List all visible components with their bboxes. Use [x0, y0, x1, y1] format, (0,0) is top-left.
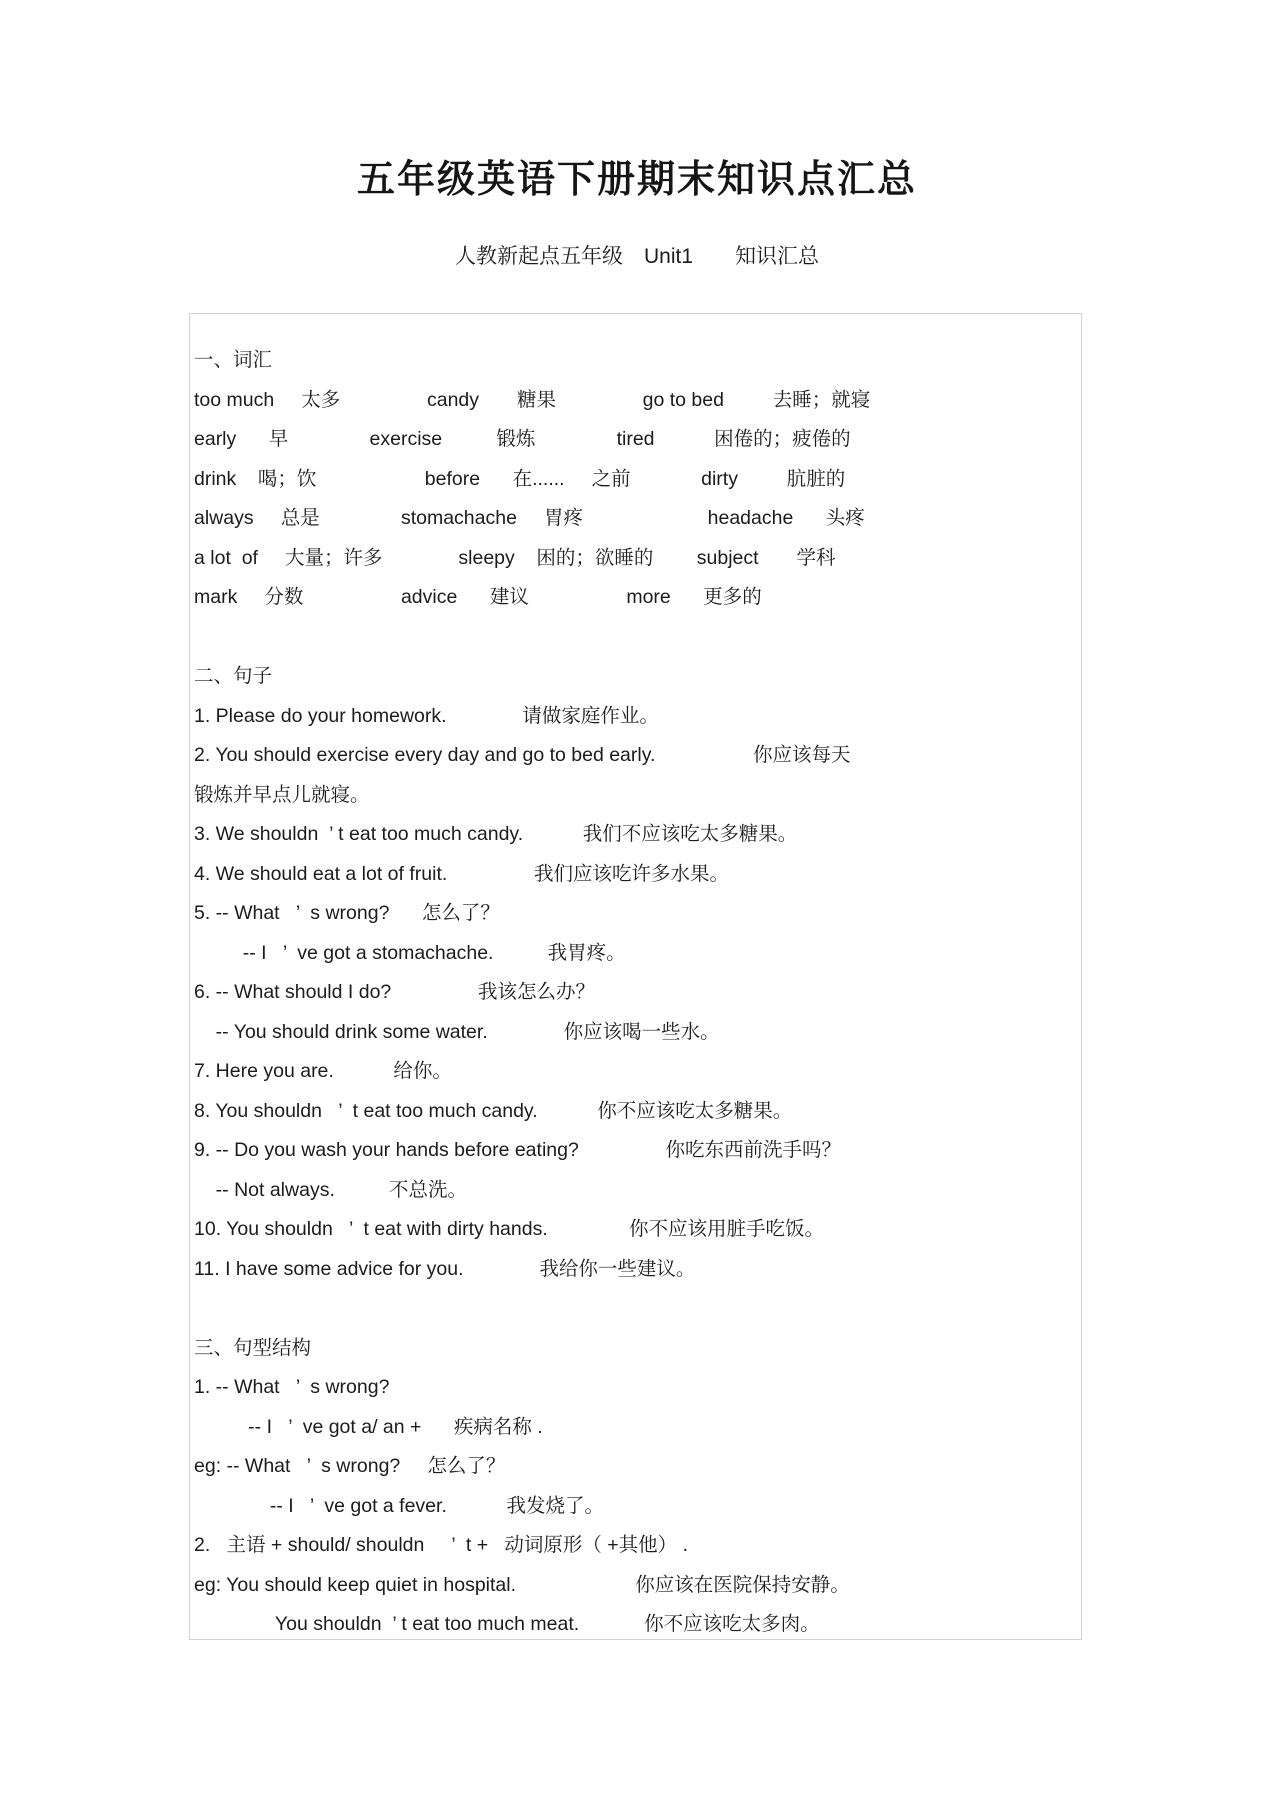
content-line: 一、词汇 [194, 349, 273, 371]
content-line: You shouldn ’ t eat too much meat. 你不应该吃太多肉。 [194, 1613, 820, 1635]
content-line: 三、句型结构 [194, 1336, 312, 1359]
content-line: 9. -- Do you wash your hands before eating? 你吃东西前洗手吗？ [194, 1139, 841, 1161]
content-line: always 总是 stomachache 胃疼 headache 头疼 [194, 507, 865, 529]
content-line: 5. -- What ’ s wrong? 怎么了？ [194, 902, 500, 924]
content-line: eg: You should keep quiet in hospital. 你应该在医院保持安静。 [194, 1573, 850, 1596]
content-line: -- Not always. 不总洗。 [194, 1178, 468, 1201]
content-line: 1. -- What ’ s wrong? [194, 1376, 390, 1398]
content-line: drink 喝；饮 before 在...... 之前 dirty 肮脏的 [194, 467, 846, 490]
content-line: 4. We should eat a lot of fruit. 我们应该吃许多水果。 [194, 862, 729, 885]
content-line: 二、句子 [194, 665, 273, 687]
content-line: 11. I have some advice for you. 我给你一些建议。 [194, 1257, 696, 1280]
content-line: mark 分数 advice 建议 more 更多的 [194, 586, 762, 608]
content-panel [189, 313, 1082, 1640]
content-line: early 早 exercise 锻炼 tired 困倦的；疲倦的 [194, 428, 851, 450]
content-line: 锻炼并早点儿就寝。 [194, 783, 370, 806]
content-line: 8. You shouldn ’ t eat too much candy. 你不应该吃太多糖果。 [194, 1099, 793, 1122]
content-line: 6. -- What should I do? 我该怎么办？ [194, 981, 595, 1003]
page-subtitle: 人教新起点五年级 Unit1 知识汇总 [454, 245, 820, 268]
content-line: -- I ’ ve got a/ an + 疾病名称 . [194, 1415, 543, 1438]
content-line: 7. Here you are. 给你。 [194, 1060, 452, 1082]
content-line: 3. We shouldn ’ t eat too much candy. 我们不应该吃太多糖果。 [194, 823, 798, 845]
content-line [194, 1289, 1081, 1329]
content-line: 1. Please do your homework. 请做家庭作业。 [194, 704, 659, 727]
content-line: -- I ’ ve got a fever. 我发烧了。 [194, 1494, 604, 1517]
content-line [194, 618, 1081, 658]
content-line: 2. 主语 + should/ shouldn ’ t + 动词原形（ +其他） . [194, 1534, 688, 1556]
content-line: eg: -- What ’ s wrong? 怎么了？ [194, 1455, 506, 1477]
content-line: a lot of 大量；许多 sleepy 困的；欲睡的 subject 学科 [194, 546, 836, 569]
content-line: -- I ’ ve got a stomachache. 我胃疼。 [194, 941, 626, 964]
content-line: -- You should drink some water. 你应该喝一些水。 [194, 1020, 720, 1043]
content-line: 2. You should exercise every day and go to bed early. 你应该每天 [194, 744, 851, 766]
content-line: too much 太多 candy 糖果 go to bed 去睡；就寝 [194, 388, 871, 411]
content-line: 10. You shouldn ’ t eat with dirty hands. 你不应该用脏手吃饭。 [194, 1218, 825, 1240]
page-title: 五年级英语下册期末知识点汇总 [356, 159, 917, 201]
